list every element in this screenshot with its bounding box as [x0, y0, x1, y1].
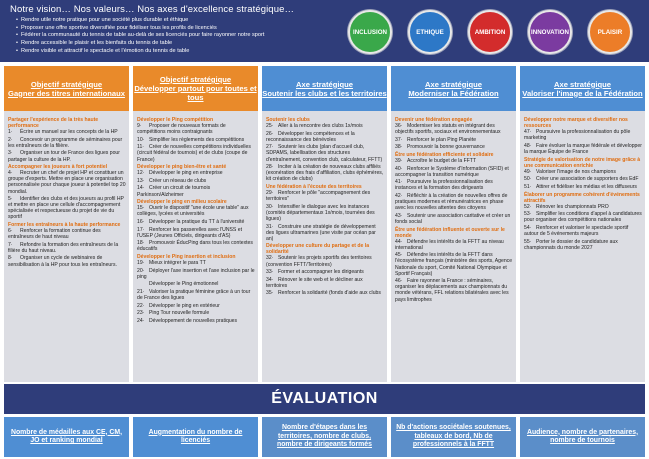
action-item: [137, 310, 255, 316]
action-item: [524, 129, 642, 141]
action-number: 17·: [137, 226, 145, 233]
action-item: [524, 239, 642, 251]
action-number: 33·: [266, 269, 274, 276]
action-text: Refondre la formation des entraîneurs de la filière du haut niveau.: [8, 241, 119, 254]
action-text: Créer un circuit de tournois Parkinson/Alzheimer: [137, 185, 211, 198]
action-number: 20·: [137, 267, 145, 274]
action-text: Développer le ping en entreprise: [149, 170, 223, 177]
action-number: 18·: [137, 240, 145, 247]
action-number: 21·: [137, 288, 145, 295]
action-number: 35·: [266, 290, 274, 297]
action-number: 48·: [524, 142, 532, 149]
action-number: 40·: [395, 165, 403, 172]
evaluation-metric: Audience, nombre de partenaires, nombre de tournois: [520, 417, 645, 457]
section-heading: Développer le ping bien-être et santé: [137, 164, 227, 171]
action-item: [137, 205, 255, 217]
action-number: 52·: [524, 203, 532, 210]
section-heading: Stratégie de valorisation de notre image grâce à une communication enrichie: [524, 156, 641, 169]
action-item: [524, 169, 642, 175]
action-item: [266, 190, 384, 202]
action-item: [137, 137, 255, 143]
action-item: [395, 252, 513, 276]
action-number: 44·: [395, 238, 403, 245]
action-item: [524, 204, 642, 210]
action-text: Simplifier les conditions d'appel à candidatures pour organiser des compétitions nationales: [524, 211, 642, 224]
action-item: [266, 123, 384, 129]
action-number: 51·: [524, 183, 532, 190]
column-header: [262, 66, 387, 111]
action-number: 11·: [137, 144, 144, 151]
action-number: 23·: [137, 310, 145, 317]
action-item: [137, 170, 255, 176]
action-number: 1·: [8, 129, 13, 136]
action-number: 55·: [524, 238, 532, 245]
action-item: [137, 227, 255, 239]
action-number: 47·: [524, 129, 532, 136]
action-text: Défendre les intérêts de la FFTT au niveau international: [395, 238, 504, 251]
action-item: [395, 166, 513, 178]
action-text: Former et accompagner les dirigeants: [278, 269, 364, 276]
action-text: Développer la pratique du TT à l'université: [149, 218, 245, 225]
action-text: Organiser un tour de France des ligues pour partager la culture de la HP.: [8, 150, 120, 163]
action-number: 45·: [395, 252, 403, 259]
action-number: 24·: [137, 317, 145, 324]
section-heading: Élaborer un programme cohérent d'événements attractifs: [524, 191, 640, 204]
header-title: Notre vision… Nos valeurs… Nos axes d'excellence stratégique…: [10, 4, 295, 15]
action-item: [8, 242, 126, 254]
column-body: [262, 113, 387, 382]
action-number: 12·: [137, 170, 145, 177]
action-number: 9·: [137, 123, 142, 130]
section-heading: Être une fédération influente et ouverte sur le monde: [395, 226, 505, 239]
action-number: 25·: [266, 123, 274, 130]
action-item: [266, 204, 384, 222]
action-number: 8·: [8, 255, 13, 262]
column-title: Valoriser l'image de la Fédération: [522, 88, 643, 98]
section-heading: Soutenir les clubs: [266, 117, 310, 123]
action-item: [137, 123, 255, 135]
column-title: Gagner des titres internationaux: [8, 88, 125, 98]
column-kind: Axe stratégique: [296, 79, 353, 89]
action-text: Moderniser les statuts en intégrant des objectifs sportifs, sociaux et environnementaux: [395, 123, 501, 136]
action-item: [137, 185, 255, 197]
action-item: [137, 219, 255, 225]
action-item: [266, 131, 384, 143]
action-text: Renforcer le Système d'Information (SFID) et accompagner la transition numérique: [395, 165, 509, 178]
evaluation-metric: Augmentation du nombre de licenciés: [133, 417, 258, 457]
action-text: Ouvrir le dispositif "une école une table" aux collèges, lycées et universités: [137, 205, 249, 218]
column-kind: Axe stratégique: [554, 79, 611, 89]
action-text: Renforcer les passerelles avec l'UNSS et l'USEP (Jeunes Officiels, dirigeants d'AS): [137, 226, 242, 239]
action-text: Défendre les intérêts de la FFTT dans l'écosystème français (ministère des sports, Agence Nationale du sport, Comité National Olympique et Sportif Français): [395, 252, 513, 277]
action-number: 22·: [137, 302, 145, 309]
action-item: [524, 184, 642, 190]
action-text: Accroître le budget de la FFTT: [407, 158, 477, 165]
action-text: Soutenir les clubs (plan d'accueil club, SDPAMS, labellisation des structures d'entraînement, convention club, calculateur, FFTT): [266, 144, 383, 163]
values-row: [348, 8, 646, 56]
action-text: Créer de nouvelles compétitions individuelles (circuit fédéral de tournois) et de clubs (coupe de France): [137, 144, 251, 163]
action-item: [524, 143, 642, 155]
action-text: Intensifier le dialogue avec les instances (comités départementaux 1x/mois, tournées des ligues): [266, 203, 375, 222]
action-item: [8, 255, 126, 267]
column-body: [133, 113, 258, 382]
action-item: [395, 193, 513, 211]
section-heading: Développer le ping en milieu scolaire: [137, 199, 227, 206]
action-item: [8, 137, 126, 149]
strategy-column: [520, 66, 645, 382]
value-plaisir: PLAISIR: [588, 10, 632, 54]
action-text: Valoriser l'image de nos champions: [536, 168, 616, 175]
action-number: 13·: [137, 177, 145, 184]
section-heading: Développer le Ping insertion et inclusion: [137, 253, 236, 260]
strategy-column: [4, 66, 129, 382]
action-item: [137, 281, 255, 287]
action-number: 39·: [395, 158, 403, 165]
action-item: [137, 318, 255, 324]
action-number: 46·: [395, 278, 403, 285]
vision-item: • Rendre visible et attractif le spectacle et l'émotion du tennis de table: [16, 48, 264, 56]
action-text: Renforcer le plan Ping Planète: [407, 136, 477, 143]
action-text: Identifier des clubs et des joueurs au profil HP et mettre en place une cellule d'accompagnement spécialisée et respectueuse du projet de vie du sportif: [8, 196, 124, 221]
action-number: 38·: [395, 144, 403, 151]
section-heading: Partager l'expérience de la très haute performance: [8, 117, 99, 130]
action-text: Soutenir une association caritative et créer un fonds social: [395, 212, 511, 225]
vision-item: • Rendre utile notre pratique pour une société plus durable et éthique: [16, 17, 264, 25]
strategy-column: [133, 66, 258, 382]
action-number: 14·: [137, 185, 145, 192]
action-item: [137, 240, 255, 252]
section-heading: Devenir une fédération engagée: [395, 117, 473, 123]
action-item: [266, 290, 384, 296]
section-heading: Former les entraîneurs à la haute performance: [8, 222, 121, 228]
evaluation-metric: Nb d'actions sociétales soutenues, tableaux de bord, Nb de professionnels à la FFTT: [391, 417, 516, 457]
action-item: [137, 144, 255, 162]
action-text: Déployer l'axe insertion et l'axe inclusion par le ping: [137, 267, 255, 280]
action-item: [524, 176, 642, 182]
action-item: [524, 211, 642, 223]
action-text: Simplifier les règlements des compétitions: [149, 136, 245, 143]
action-text: Porter le dossier de candidature aux championnats du monde 2027: [524, 238, 618, 251]
column-body: [4, 113, 129, 382]
column-body: [520, 113, 645, 382]
action-item: [8, 228, 126, 240]
action-item: [137, 268, 255, 280]
action-item: [266, 255, 384, 267]
column-header: [4, 66, 129, 111]
section-heading: Développer le Ping compétition: [137, 117, 214, 123]
action-number: 26·: [266, 130, 274, 137]
section-heading: Développer notre marque et diversifier nos ressources: [524, 117, 628, 130]
action-item: [266, 144, 384, 162]
evaluation-metric: Nombre d'étapes dans les territoires, nombre de clubs, nombre de dirigeants formés: [262, 417, 387, 457]
vision-item: • Proposer une offre sportive diversifiée pour fidéliser tous les profils de licenciés: [16, 25, 264, 33]
action-number: 3·: [8, 150, 13, 157]
action-text: Rénover les championnats PRO: [536, 203, 609, 210]
action-text: Mieux intégrer le para TT: [149, 259, 206, 266]
action-text: Valoriser la pratique féminine grâce à un tour de France des ligues: [137, 288, 251, 301]
action-number: 16·: [137, 218, 145, 225]
action-number: 49·: [524, 168, 532, 175]
action-text: Promouvoir la bonne gouvernance: [407, 144, 485, 151]
action-number: 41·: [395, 179, 403, 186]
action-text: Renforcer et valoriser le spectacle sportif autour de 5 événements majeurs: [524, 225, 629, 238]
column-title: Développer partout pour toutes et tous: [134, 84, 257, 102]
action-text: Poursuivre la professionnalisation des instances et la formation des dirigeants: [395, 179, 493, 192]
header-banner: [0, 0, 649, 62]
action-item: [395, 179, 513, 191]
action-number: 2·: [8, 136, 13, 143]
action-text: Aller à la rencontre des clubs 1x/mois: [278, 123, 363, 130]
action-text: Construire une stratégie de développement des ligues ultramarines (une visite par océan par an): [266, 223, 376, 242]
section-heading: Être une fédération efficiente et solidaire: [395, 151, 494, 158]
vision-item: • Fédérer la communauté du tennis de table au-delà de ses licenciés pour faire rayonner notre sport: [16, 32, 264, 40]
column-kind: Axe stratégique: [425, 79, 482, 89]
vision-item: • Rendre accessible le plaisir et les bienfaits du tennis de table: [16, 40, 264, 48]
column-body: [391, 113, 516, 382]
action-number: 4·: [8, 170, 13, 177]
action-item: [266, 277, 384, 289]
action-number: 30·: [266, 203, 274, 210]
action-text: Proposer de nouveaux formats de compétitions moins contraignants: [137, 123, 226, 136]
action-item: [266, 269, 384, 275]
action-number: 54·: [524, 225, 532, 231]
action-text: Faire rayonner la France : séminaires, organiser les déplacements aux championnats du monde vétérans, FFL relations bilatérales avec les pays limitrophes: [395, 278, 509, 303]
strategy-column: [262, 66, 387, 382]
action-number: 50·: [524, 176, 532, 183]
action-text: Réfléchir à la création de nouvelles offres de pratiques modernes et rémunératrices en phase avec les nouvelles attentes des citoyens: [395, 193, 508, 212]
action-item: [395, 123, 513, 135]
action-text: Renforcer la solidarité (fonds d'aide aux clubs: [278, 290, 381, 297]
action-number: 7·: [8, 241, 13, 248]
evaluation-metric: Nombre de médailles aux CE, CM, JO et ranking mondial: [4, 417, 129, 457]
value-inclusion: INCLUSION: [348, 10, 392, 54]
action-item: [8, 150, 126, 162]
action-number: 19·: [137, 259, 145, 266]
action-text: Attirer et fidéliser les médias et les diffuseurs: [536, 183, 637, 190]
column-title: Moderniser la Fédération: [408, 88, 499, 98]
action-item: [137, 260, 255, 266]
strategy-column: [391, 66, 516, 382]
value-innovation: INNOVATION: [528, 10, 572, 54]
action-number: 15·: [137, 205, 145, 212]
action-text: Promouvoir ÉducPing dans tous les contextes éducatifs: [137, 240, 253, 253]
action-number: 42·: [395, 193, 403, 200]
action-text: Poursuivre la professionnalisation du pôle marketing: [524, 129, 631, 142]
action-item: [137, 303, 255, 309]
action-item: [137, 178, 255, 184]
action-number: 37·: [395, 136, 403, 143]
action-item: [395, 137, 513, 143]
action-item: [395, 158, 513, 164]
action-number: 28·: [266, 164, 274, 171]
section-heading: Une fédération à l'écoute des territoires: [266, 183, 362, 190]
action-text: Inciter à la création de nouveaux clubs affiliés (exonération des frais d'affiliation, clubs éphémères, kit création de clubs): [266, 164, 384, 183]
action-text: Ping Tour nouvelle formule: [149, 310, 210, 317]
action-number: 10·: [137, 136, 145, 143]
action-item: [395, 278, 513, 302]
action-item: [8, 129, 126, 135]
action-number: 31·: [266, 223, 274, 230]
action-item: [8, 196, 126, 220]
action-item: [395, 144, 513, 150]
action-number: 43·: [395, 212, 403, 219]
action-number: 53·: [524, 211, 532, 218]
action-number: 34·: [266, 276, 274, 283]
action-text: Concevoir un programme de séminaires pour les entraîneurs de la filière.: [8, 136, 123, 149]
column-title: Soutenir les clubs et les territoires: [262, 88, 387, 98]
action-text: Développer le Ping émotionnel: [149, 281, 219, 288]
action-text: Renforcer le pôle "accompagnement des territoires": [266, 190, 371, 203]
action-item: [524, 225, 642, 237]
action-item: [8, 170, 126, 194]
action-number: 29·: [266, 190, 274, 197]
action-text: Écrire un manuel sur les concepts de la HP: [20, 129, 118, 136]
action-text: Faire évoluer la marque fédérale et développer la marque Équipe de France: [524, 142, 642, 155]
action-text: Organiser un cycle de webinaires de sensibilisation à la HP pour tous les entraîneurs.: [8, 255, 117, 268]
action-item: [137, 289, 255, 301]
action-number: 36·: [395, 123, 403, 130]
action-text: Renforcer la formation continue des entraîneurs de haut niveau: [8, 228, 101, 241]
action-text: Créer une association de supporters des EdF: [536, 176, 639, 183]
action-item: [266, 164, 384, 182]
action-text: Développer les compétences et la reconnaissance des bénévoles: [266, 130, 355, 143]
action-number: 27·: [266, 144, 274, 151]
action-item: [266, 224, 384, 242]
vision-list: [16, 17, 264, 56]
action-number: 32·: [266, 255, 274, 262]
section-heading: Accompagner les joueurs à fort potentiel: [8, 164, 108, 171]
action-item: [395, 239, 513, 251]
action-item: [395, 213, 513, 225]
action-text: Développer le ping en extérieur: [149, 302, 220, 309]
action-number: 6·: [8, 228, 13, 235]
action-number: 5·: [8, 196, 13, 203]
strategy-columns: [4, 66, 645, 382]
value-ethique: ETHIQUE: [408, 10, 452, 54]
action-text: Rénover le site web et le décliner aux territoires: [266, 276, 363, 289]
action-text: Développement de nouvelles pratiques: [149, 317, 238, 324]
column-header: [520, 66, 645, 111]
action-text: Recruter un chef de projet HP et constituer un groupe d'experts. Mettre en place une organisation personnalisée pour chaque joueur à potentiel top 20 mondial.: [8, 170, 126, 195]
action-text: Créer un réseau de clubs: [149, 177, 207, 184]
action-text: Soutenir les projets sportifs des territoires (convention FFTT/Territoires): [266, 255, 372, 268]
value-ambition: AMBITION: [468, 10, 512, 54]
column-header: [391, 66, 516, 111]
column-header: [133, 66, 258, 111]
evaluation-title: ÉVALUATION: [4, 384, 645, 414]
column-kind: Objectif stratégique: [159, 75, 232, 84]
column-kind: Objectif stratégique: [30, 79, 103, 89]
section-heading: Développer une culture du partage et de la solidarité: [266, 243, 370, 256]
